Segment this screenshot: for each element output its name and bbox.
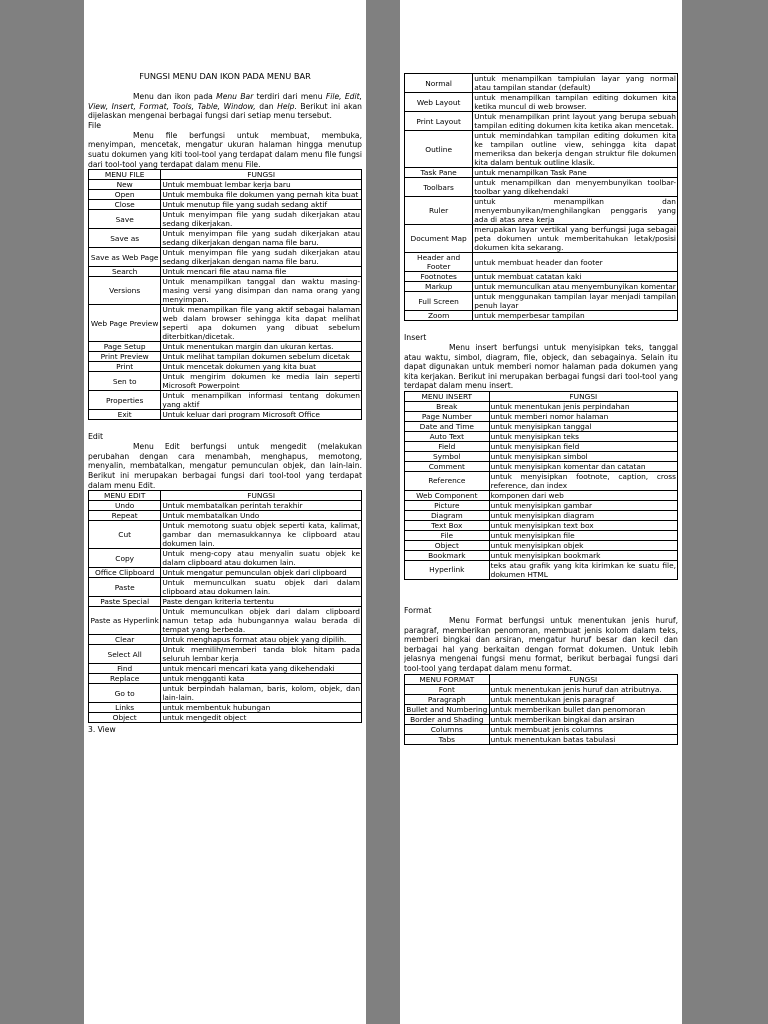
table-row [89,180,362,190]
file-paragraph: Menu file berfungsi untuk membuat, membuka, menyimpan, mencetak, mengatur ukuran halaman hingga menutup suatu dokumen yang kiti tool-tool yang terdapat dalam menu file fungsi dari tool-tool yang terdapat dalam menu File. [88,130,362,169]
table-row [89,521,362,549]
table-row [405,401,678,411]
menu-item-function: untuk menampilkan tampilan editing dokumen kita ketika muncul di web browser. [474,93,676,111]
menu-item-function: Untuk memilih/memberi tanda blok hitam pada seluruh lembar kerja [162,645,360,664]
table-row [89,674,362,684]
menu-item-name: Select All [89,645,161,664]
table-row [405,272,678,282]
table-row [89,267,362,277]
menu-item-name: Footnotes [405,272,473,282]
table-header: FUNGSI [489,674,677,684]
table-row [89,597,362,607]
menu-item-name: Paste [89,578,161,597]
menu-item-function: Untuk membatalkan perintah terakhir [161,501,362,511]
edit-paragraph: Menu Edit berfungsi untuk mengedit (melakukan perubahan dengan cara menambah, menghapus, memotong, menyalin, membatalkan, mengatur pemunculan objek, dan lain-lain. Berikut ini merupakan berbagai fungsi dari tool-tool yang terdapat dalam menu Edit. [88,442,362,490]
menu-item-function: untuk menyisipkan field [489,441,677,451]
table-row [405,704,678,714]
menu-item-function: untuk memperbesar tampilan [473,311,678,321]
menu-item-function: untuk membuat jenis columns [489,724,677,734]
menu-item-name: Page Number [405,411,490,421]
insert-heading: Insert [404,333,427,342]
menu-item-name: Replace [89,674,161,684]
table-row [405,510,678,520]
table-row [89,645,362,664]
menu-item-name: Clear [89,635,161,645]
menu-item-name: File [405,530,490,540]
table-row [89,664,362,674]
table-row [405,520,678,530]
menu-item-function: untuk menampilkan dan menyembunyikan/menghilangkan penggaris yang ada di atas area kerja [474,197,676,224]
table-row [405,74,678,93]
table-row [405,131,678,168]
table-row [405,560,678,579]
menu-item-name: Document Map [405,225,473,253]
menu-item-function: komponen dari web [489,490,677,500]
menu-item-function: untuk menyisipkan teks [489,431,677,441]
menu-item-name: Undo [89,501,161,511]
menu-item-function: Untuk menentukan margin dan ukuran kertas. [161,342,362,352]
menu-item-name: Properties [89,391,161,410]
menu-item-function: merupakan layar vertikal yang berfungsi juga sebagai peta dokumen untuk memberitahukan letak/posisi dokumen kita sekarang. [474,225,676,252]
table-header: FUNGSI [161,170,362,180]
menu-item-name: Full Screen [405,292,473,311]
insert-menu-table [404,391,678,580]
table-row [89,568,362,578]
menu-item-function: Untuk mengatur pemunculan objek dari clipboard [161,568,362,578]
menu-item-name: Close [89,200,161,210]
edit-menu-table [88,490,362,723]
table-row [405,311,678,321]
menu-item-function: Untuk memunculkan suatu objek dari dalam clipboard atau dokumen lain. [162,578,360,597]
table-row [89,372,362,391]
file-menu-table [88,169,362,420]
menu-item-function: untuk menyisipkan komentar dan catatan [489,461,677,471]
menu-item-name: Symbol [405,451,490,461]
menu-item-name: Toolbars [405,178,473,197]
menu-item-function: Untuk membuat lembar kerja baru [161,180,362,190]
menu-item-function: untuk menyisipkan gambar [489,500,677,510]
table-row [89,635,362,645]
intro-paragraph: Menu dan ikon pada Menu Bar terdiri dari menu File, Edit, View, Insert, Format, Tools, Table, Window, dan Help. Berikut ini akan dijelaskan mengenai berbagai fungsi dari setiap menu tersebut. [88,92,363,121]
menu-item-function: untuk menampilkan tampiulan layar yang normal atau tampilan standar (default) [474,74,676,92]
table-row [405,93,678,112]
table-header: MENU INSERT [405,391,490,401]
menu-item-function: untuk memberikan bingkai dan arsiran [489,714,677,724]
menu-item-name: Paragraph [405,694,490,704]
menu-item-name: Tabs [405,734,490,744]
menu-item-function: untuk menyisipkan tanggal [489,421,677,431]
menu-item-function: Untuk menampilkan tanggal dan waktu masing-masing versi yang disimpan dan nama orang yang menyimpan. [162,277,360,305]
table-row [89,703,362,713]
menu-item-name: Paste as Hyperlink [89,607,161,635]
menu-item-function: Untuk menampilkan print layout yang berupa sebuah tampilan editing dokumen kita ketika akan mencetak. [474,112,676,130]
menu-item-name: Comment [405,461,490,471]
menu-item-function: untuk membuat catatan kaki [473,272,678,282]
menu-item-name: Bookmark [405,550,490,560]
table-row [405,540,678,550]
table-header: FUNGSI [161,491,362,501]
table-row [89,607,362,635]
menu-item-function: untuk memindahkan tampilan editing dokumen kita ke tampilan outline view, sehingga kita dapat memeriksa dan bekerja dengan struktur file dokumen kita dalam bentuk outline klasik. [474,131,676,167]
menu-item-function: untuk memberi nomor halaman [489,411,677,421]
menu-item-function: Untuk menghapus format atau objek yang dipilih. [161,635,362,645]
menu-item-function: Untuk menampilkan file yang aktif sebagai halaman web dalam browser sehingga kita dapat melihat seperti apa dokumen yang dibuat sebelum diterbitkan/dicetak. [162,305,360,342]
menu-item-name: Print Layout [405,112,473,131]
menu-item-name: Font [405,684,490,694]
table-row [405,451,678,461]
view-section-heading: 3. View [88,725,116,735]
table-row [405,225,678,253]
menu-item-name: Save as Web Page [89,248,161,267]
menu-item-name: Print Preview [89,352,161,362]
menu-item-function: Untuk mengirim dokumen ke media lain seperti Microsoft Powerpoint [162,372,360,391]
menu-item-function: untuk berpindah halaman, baris, kolom, objek, dan lain-lain. [162,684,360,703]
table-row [405,431,678,441]
table-row [89,410,362,420]
table-row [405,550,678,560]
table-row [405,178,678,197]
menu-item-function: Untuk membatalkan Undo [161,511,362,521]
table-row [89,511,362,521]
menu-item-name: Web Page Preview [89,305,161,342]
table-row [89,305,362,342]
menu-item-name: Diagram [405,510,490,520]
menu-item-function: Untuk melihat tampilan dokumen sebelum dicetak [161,352,362,362]
menu-item-function: Untuk menutup file yang sudah sedang aktif [161,200,362,210]
menu-item-function: untuk menentukan jenis perpindahan [489,401,677,411]
table-row [405,112,678,131]
menu-item-function: untuk memunculkan atau menyembunyikan komentar [474,282,676,291]
view-menu-table [404,73,678,321]
menu-item-name: Reference [405,471,490,490]
menu-item-name: Paste Special [89,597,161,607]
table-row [405,253,678,272]
table-row [89,362,362,372]
menu-item-function: untuk menentukan jenis huruf dan atributnya. [489,684,677,694]
table-row [405,441,678,451]
menu-item-name: Auto Text [405,431,490,441]
table-row [405,500,678,510]
menu-item-name: Break [405,401,490,411]
table-row [405,714,678,724]
table-row [405,471,678,490]
menu-item-function: untuk membentuk hubungan [161,703,362,713]
menu-item-name: Columns [405,724,490,734]
menu-item-name: Date and Time [405,421,490,431]
table-row [89,549,362,568]
menu-item-function: Untuk menampilkan informasi tentang dokumen yang aktif [162,391,360,410]
file-heading: File [88,120,102,130]
menu-item-name: Save [89,210,161,229]
menu-item-name: Object [405,540,490,550]
menu-item-name: Ruler [405,197,473,225]
menu-item-name: Exit [89,410,161,420]
menu-item-name: Markup [405,282,473,292]
menu-item-name: Print [89,362,161,372]
menu-item-function: Untuk meng-copy atau menyalin suatu objek ke dalam clipboard atau dokumen lain. [162,549,360,568]
table-row [89,277,362,305]
menu-item-name: Search [89,267,161,277]
menu-item-function: Untuk mencari file atau nama file [161,267,362,277]
menu-item-name: Save as [89,229,161,248]
menu-item-function: Untuk membuka file dokumen yang pernah kita buat [161,190,362,200]
menu-item-function: untuk menyisipkan simbol [489,451,677,461]
menu-item-function: Untuk menyimpan file yang sudah dikerjakan atau sedang dikerjakan. [162,210,360,229]
menu-item-function: Untuk memotong suatu objek seperti kata, kalimat, gambar dan memasukkannya ke clipboard atau dokumen lain. [162,521,360,549]
menu-item-name: Cut [89,521,161,549]
menu-item-name: Web Component [405,490,490,500]
table-row [89,229,362,248]
table-row [89,190,362,200]
table-row [405,461,678,471]
menu-item-function: untuk menggunakan tampilan layar menjadi tampilan penuh layar [474,292,676,310]
insert-paragraph: Menu insert berfungsi untuk menyisipkan teks, tanggal atau waktu, simbol, diagram, file, objeck, dan sebagainya. Selain itu dapat digunakan untuk memberi nomor halaman pada dokumen yang kita kerjakan. Berikut ini merupakan berbagai fungsi dari tool-tool yang terdapat dalam menu insert. [404,343,678,391]
menu-item-function: Paste dengan kriteria tertentu [161,597,362,607]
menu-item-function: untuk menyisipkan file [489,530,677,540]
menu-item-name: Task Pane [405,168,473,178]
menu-item-function: Untuk menyimpan file yang sudah dikerjakan atau sedang dikerjakan dengan nama file baru. [162,248,360,267]
table-row [405,168,678,178]
table-row [405,197,678,225]
menu-item-function: Untuk keluar dari program Microsoft Office [161,410,362,420]
menu-item-function: teks atau grafik yang kita kirimkan ke suatu file, dokumen HTML [490,560,676,579]
table-row [89,352,362,362]
menu-item-function: untuk menampilkan Task Pane [473,168,678,178]
menu-item-function: untuk memberikan bullet dan penomoran [489,704,677,714]
menu-item-name: Links [89,703,161,713]
menu-item-name: Outline [405,131,473,168]
menu-item-name: Header and Footer [405,253,473,272]
table-row [89,391,362,410]
menu-item-function: untuk menyisipkan objek [489,540,677,550]
table-row [89,684,362,703]
table-row [89,248,362,267]
menu-item-function: Untuk mencetak dokumen yang kita buat [161,362,362,372]
menu-item-name: Open [89,190,161,200]
menu-item-function: untuk menentukan jenis paragraf [489,694,677,704]
table-header: MENU EDIT [89,491,161,501]
menu-item-name: New [89,180,161,190]
table-row [405,490,678,500]
menu-item-function: untuk menyisipkan text box [489,520,677,530]
menu-item-function: untuk menyisipkan diagram [489,510,677,520]
format-heading: Format [404,605,432,615]
table-row [405,292,678,311]
table-row [405,421,678,431]
menu-item-name: Repeat [89,511,161,521]
menu-item-function: untuk menentukan batas tabulasi [489,734,677,744]
menu-item-function: untuk membuat header dan footer [473,253,678,272]
menu-item-name: Zoom [405,311,473,321]
document-title: FUNGSI MENU DAN IKON PADA MENU BAR [139,71,311,81]
table-header: MENU FILE [89,170,161,180]
menu-item-name: Go to [89,684,161,703]
menu-item-function: untuk menyisipkan bookmark [489,550,677,560]
menu-item-name: Find [89,664,161,674]
menu-item-function: untuk mengganti kata [161,674,362,684]
table-row [89,200,362,210]
menu-item-name: Normal [405,74,473,93]
menu-item-name: Field [405,441,490,451]
table-row [405,694,678,704]
menu-item-function: untuk mengedit object [161,713,362,723]
table-row [89,578,362,597]
menu-item-name: Text Box [405,520,490,530]
table-row [89,713,362,723]
menu-item-function: untuk menyisipkan footnote, caption, cross reference, dan index [490,471,676,490]
edit-heading: Edit [88,432,104,442]
menu-item-name: Bullet and Numbering [406,704,488,714]
menu-item-name: Versions [89,277,161,305]
menu-item-function: untuk mencari mencari kata yang dikehendaki [161,664,362,674]
table-row [89,342,362,352]
document-page-left [84,0,366,1024]
format-paragraph: Menu Format berfungsi untuk menentukan jenis huruf, paragraf, memberikan penomoran, membuat jenis kolom dalam teks, memberi bingkai dan arsiran, mengatur huruf besar dan kecil dan berbagai hal yang berkaitan dengan format dokumen. Untuk lebih jelasnya mengenai fungsi menu format, berikut berbagai fungsi dari tool-tool yang terdapat dalam menu format. [404,615,678,673]
table-header: FUNGSI [489,391,677,401]
table-row [89,210,362,229]
format-menu-table [404,674,678,745]
table-row [89,501,362,511]
table-row [405,411,678,421]
menu-item-function: untuk menampilkan dan menyembunyikan toolbar-toolbar yang dikehendaki [474,178,676,196]
table-row [405,734,678,744]
menu-item-name: Sen to [89,372,161,391]
menu-item-function: Untuk memunculkan objek dari dalam clipboard namun tetap ada hubungannya walau berada di tempat yang berbeda. [162,607,360,635]
menu-item-name: Copy [89,549,161,568]
menu-item-name: Hyperlink [405,560,490,579]
menu-item-function: Untuk menyimpan file yang sudah dikerjakan atau sedang dikerjakan dengan nama file baru. [162,229,360,248]
table-row [405,530,678,540]
menu-item-name: Page Setup [89,342,161,352]
document-page-right [400,0,682,1024]
menu-item-name: Object [89,713,161,723]
menu-item-name: Border and Shading [405,714,490,724]
table-row [405,724,678,734]
table-header: MENU FORMAT [405,674,490,684]
menu-item-name: Web Layout [405,93,473,112]
table-row [405,684,678,694]
menu-item-name: Office Clipboard [89,568,161,578]
menu-item-name: Picture [405,500,490,510]
table-row [405,282,678,292]
